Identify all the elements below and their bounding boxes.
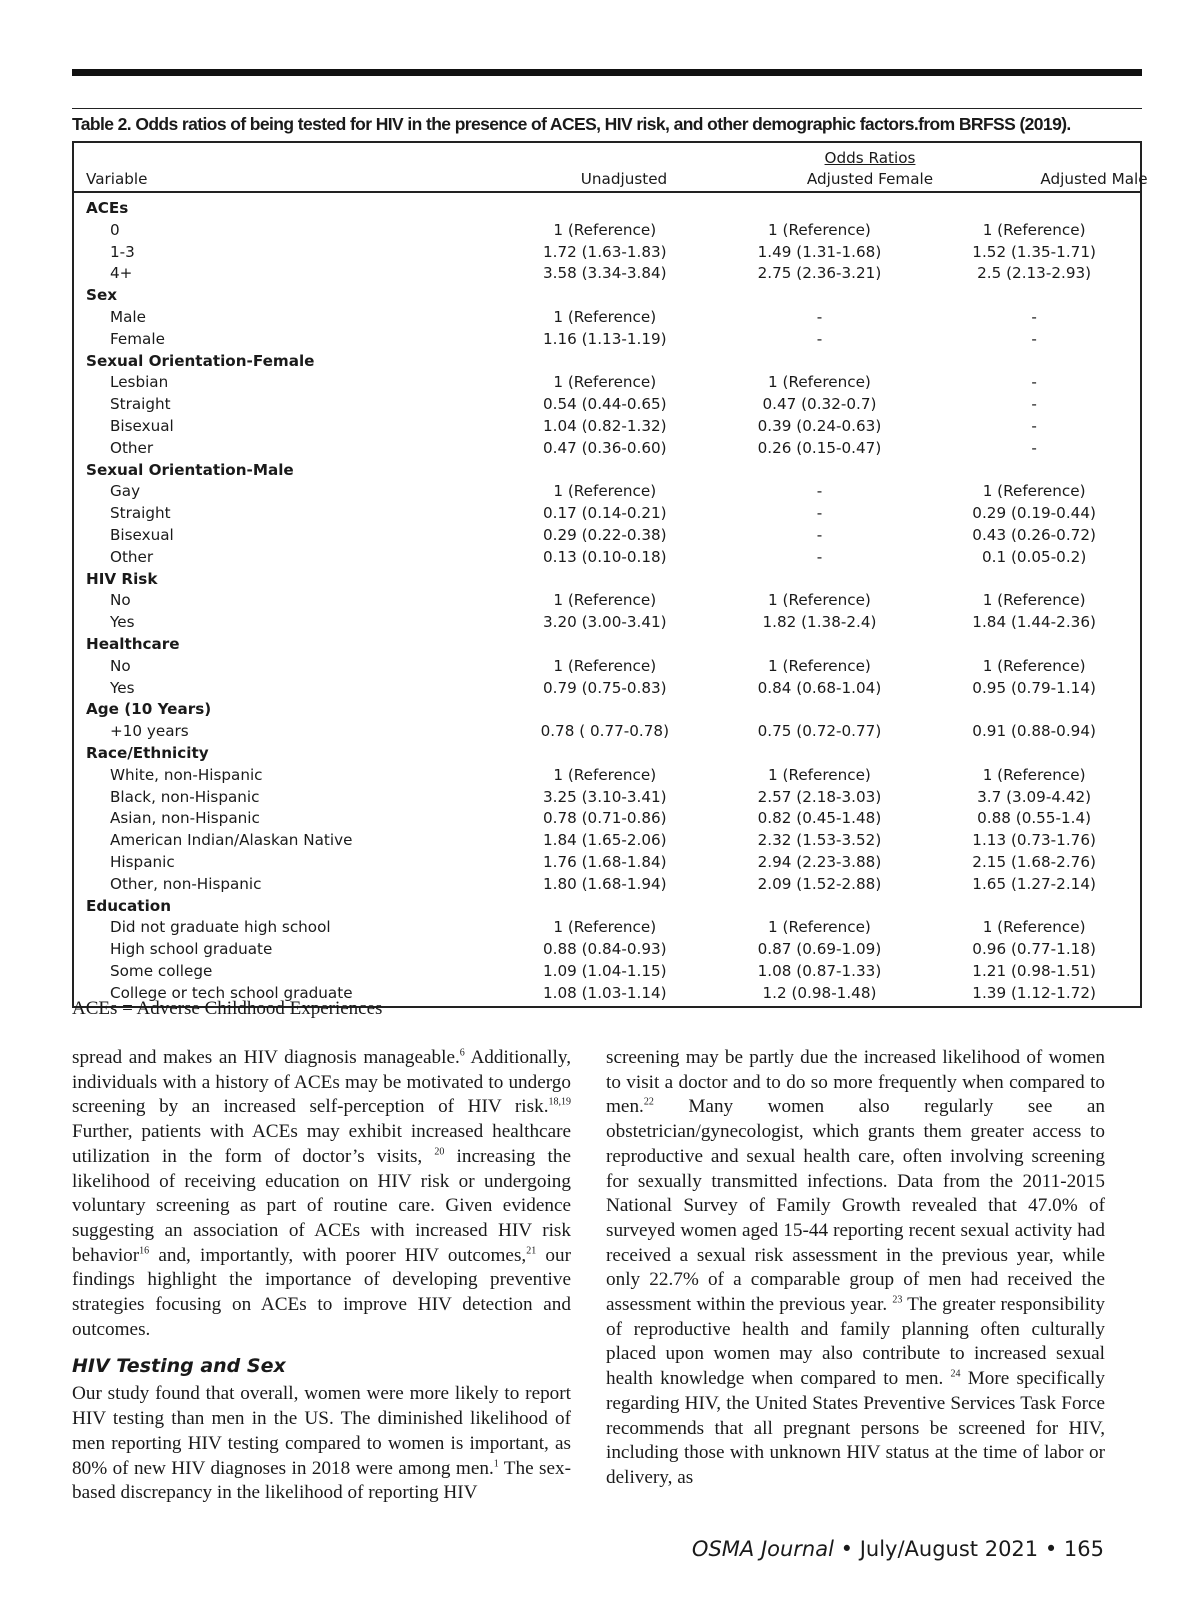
adjusted-male-value: 1 (Reference): [982, 591, 1086, 610]
adjusted-male-value: 0.95 (0.79-1.14): [972, 678, 1096, 697]
adjusted-male-value: 1.39 (1.12-1.72): [972, 983, 1096, 1002]
group-label: ACEs: [86, 199, 129, 217]
adjusted-female-value: 2.57 (2.18-3.03): [757, 787, 882, 806]
unadjusted-value: 1.76 (1.68-1.84): [542, 852, 667, 871]
row-label: White, non-Hispanic: [110, 765, 263, 784]
adjusted-male-value: 0.1 (0.05-0.2): [981, 547, 1087, 566]
adjusted-male-value: -: [1031, 416, 1037, 435]
adjusted-male-value: -: [1031, 307, 1037, 326]
table-box: [72, 141, 1148, 1008]
adjusted-female-value: 1 (Reference): [768, 591, 871, 610]
adjusted-female-value: 1.2 (0.98-1.48): [762, 983, 877, 1002]
journal-name: OSMA Journal: [691, 1537, 834, 1561]
page-footer: OSMA Journal • July/August 2021 • 165: [691, 1537, 1104, 1561]
adjusted-female-value: 0.87 (0.69-1.09): [757, 940, 882, 959]
table-row: [74, 525, 1140, 547]
adjusted-female-value: -: [816, 307, 823, 326]
adjusted-male-value: 0.88 (0.55-1.4): [977, 809, 1092, 828]
adjusted-male-value: [928, 634, 1140, 656]
row-label: College or tech school graduate: [110, 983, 353, 1002]
table-row: [74, 787, 1140, 809]
unadjusted-value: 1 (Reference): [553, 591, 657, 610]
row-label: 4+: [110, 264, 133, 283]
row-label: Other: [110, 438, 154, 457]
table-row: [74, 438, 1140, 460]
table-row: [74, 416, 1140, 438]
table-group-row: [74, 351, 1140, 373]
adjusted-female-value: 0.84 (0.68-1.04): [757, 678, 882, 697]
table-row: [74, 372, 1140, 394]
adjusted-male-value: -: [1031, 438, 1037, 457]
adjusted-female-value: [710, 634, 928, 656]
adjusted-male-value: 0.96 (0.77-1.18): [972, 940, 1096, 959]
row-label: Lesbian: [110, 373, 169, 392]
adjusted-female-value: 2.75 (2.36-3.21): [757, 264, 882, 283]
header-adjusted-male: Adjusted Male: [1040, 170, 1148, 188]
unadjusted-value: 1.04 (0.82-1.32): [542, 416, 667, 435]
adjusted-female-value: 0.26 (0.15-0.47): [757, 438, 882, 457]
adjusted-male-value: 0.91 (0.88-0.94): [972, 722, 1096, 741]
table-caption: Table 2. Odds ratios of being tested for HIV in the presence of ACES, HIV risk, and other demographic factors.from BRFSS (2019).: [72, 108, 1142, 141]
header-unadjusted: Unadjusted: [580, 170, 668, 188]
unadjusted-value: 1 (Reference): [553, 918, 657, 937]
section-heading: HIV Testing and Sex: [72, 1355, 286, 1378]
table-row: [74, 242, 1140, 264]
adjusted-male-value: 1.13 (0.73-1.76): [972, 831, 1096, 850]
unadjusted-value: [498, 569, 710, 591]
adjusted-male-value: [928, 569, 1140, 591]
adjusted-male-value: 1 (Reference): [982, 482, 1086, 501]
unadjusted-value: 1.09 (1.04-1.15): [542, 961, 667, 980]
unadjusted-value: 0.88 (0.84-0.93): [542, 940, 667, 959]
group-label: Education: [86, 896, 172, 915]
unadjusted-value: 0.29 (0.22-0.38): [542, 525, 667, 544]
row-label: Black, non-Hispanic: [110, 787, 260, 806]
adjusted-female-value: [710, 896, 928, 918]
adjusted-male-value: 1 (Reference): [982, 220, 1086, 239]
adjusted-female-value: 1.08 (0.87-1.33): [757, 961, 882, 980]
left-column: [72, 1046, 571, 1506]
adjusted-female-value: 1 (Reference): [768, 918, 871, 937]
table-row: [74, 678, 1140, 700]
row-label: Male: [110, 307, 146, 326]
unadjusted-value: 1.72 (1.63-1.83): [542, 242, 667, 261]
paragraph: Our study found that overall, women were more likely to report HIV testing than men in the US. The diminished likelihood of men reporting HIV testing compared to women is important, as 80% of new HIV diagnoses in 2018 were among men.$^1$ The sex-based discrepancy in the likelihood of reporting HIV: [72, 1383, 571, 1504]
table-group-row: [74, 743, 1140, 765]
group-label: Healthcare: [86, 634, 180, 653]
unadjusted-value: 1.80 (1.68-1.94): [542, 874, 667, 893]
unadjusted-value: 3.20 (3.00-3.41): [542, 613, 667, 632]
adjusted-male-value: [928, 896, 1140, 918]
unadjusted-value: [498, 460, 710, 482]
unadjusted-value: 1 (Reference): [553, 765, 657, 784]
table-row: [74, 590, 1140, 612]
row-label: Other, non-Hispanic: [110, 874, 262, 893]
adjusted-male-value: 1 (Reference): [982, 918, 1086, 937]
adjusted-male-value: 1 (Reference): [982, 765, 1086, 784]
table-row: [74, 830, 1140, 852]
unadjusted-value: 0.54 (0.44-0.65): [542, 395, 667, 414]
adjusted-female-value: -: [816, 482, 823, 501]
unadjusted-value: 1.08 (1.03-1.14): [542, 983, 667, 1002]
row-label: Bisexual: [110, 525, 174, 544]
unadjusted-value: [498, 634, 710, 656]
adjusted-female-value: [710, 569, 928, 591]
table-row: [74, 481, 1140, 503]
group-label: Sexual Orientation-Male: [86, 460, 294, 479]
row-label: +10 years: [110, 722, 189, 741]
adjusted-female-value: [710, 743, 928, 765]
unadjusted-value: [498, 699, 710, 721]
adjusted-female-value: 0.39 (0.24-0.63): [757, 416, 882, 435]
row-label: 0: [110, 220, 120, 239]
adjusted-male-value: [928, 351, 1140, 373]
unadjusted-value: [498, 743, 710, 765]
row-label: No: [110, 591, 131, 610]
right-column: [606, 1046, 1105, 1491]
adjusted-male-value: 1.65 (1.27-2.14): [972, 874, 1096, 893]
row-label: High school graduate: [110, 940, 273, 959]
unadjusted-value: [498, 198, 710, 220]
row-label: Asian, non-Hispanic: [110, 809, 260, 828]
header-adjusted-female: Adjusted Female: [806, 170, 934, 188]
table-footnote: ACEs = Adverse Childhood Experiences: [72, 998, 383, 1019]
adjusted-female-value: 2.94 (2.23-3.88): [757, 852, 882, 871]
group-label: HIV Risk: [86, 569, 158, 588]
table-group-row: [74, 896, 1140, 918]
adjusted-female-value: [710, 198, 928, 220]
adjusted-male-value: 2.5 (2.13-2.93): [977, 264, 1092, 283]
unadjusted-value: 0.17 (0.14-0.21): [542, 504, 667, 523]
unadjusted-value: [498, 896, 710, 918]
adjusted-female-value: 1 (Reference): [768, 220, 871, 239]
table-row: [74, 721, 1140, 743]
row-label: Bisexual: [110, 416, 174, 435]
unadjusted-value: 1 (Reference): [553, 307, 657, 326]
table-row: [74, 263, 1140, 285]
unadjusted-value: 1 (Reference): [553, 220, 657, 239]
adjusted-male-value: 2.15 (1.68-2.76): [972, 852, 1096, 871]
row-label: Straight: [110, 395, 171, 414]
adjusted-male-value: 0.29 (0.19-0.44): [972, 504, 1096, 523]
adjusted-female-value: -: [816, 547, 823, 566]
adjusted-male-value: [928, 743, 1140, 765]
adjusted-male-value: -: [1031, 395, 1037, 414]
adjusted-female-value: [710, 285, 928, 307]
unadjusted-value: 1.84 (1.65-2.06): [542, 831, 667, 850]
table-row: [74, 874, 1140, 896]
unadjusted-value: [498, 351, 710, 373]
row-label: Other: [110, 547, 154, 566]
row-label: Did not graduate high school: [110, 918, 331, 937]
row-label: Straight: [110, 504, 171, 523]
table-row: [74, 852, 1140, 874]
group-label: Sexual Orientation-Female: [86, 351, 315, 370]
paragraph: screening may be partly due the increased likelihood of women to visit a doctor and to do so more frequently when compared to men.$^{22}$ Many women also regularly see an obstetrician/gynecologist, which grants them greater access to reproductive and sexual health care, often involving screening for sexually transmitted infections. Data from the 2011-2015 National Survey of Family Growth revealed that 47.0% of surveyed women aged 15-44 reporting recent sexual activity had received a sexual risk assessment in the previous year, while only 22.7% of a comparable group of men had received the assessment within the previous year. $^{23}$ The greater responsibility of reproductive health and family planning often culturally placed upon women may also contribute to increased sexual health knowledge when compared to men. $^{24}$ More specifically regarding HIV, the United States Preventive Services Task Force recommends that all pregnant persons be screened for HIV, including those with unknown HIV status at the time of labor or delivery, as: [606, 1047, 1106, 1488]
unadjusted-value: 1 (Reference): [553, 482, 657, 501]
table-header: [74, 143, 1148, 193]
table-row: [74, 961, 1140, 983]
paragraph: spread and makes an HIV diagnosis manageable.$^6$ Additionally, individuals with a history of ACEs may be motivated to undergo screening by an increased self-perception of HIV risk.$^{18,19}$ Further, patients with ACEs may exhibit increased healthcare utilization in the form of doctor’s visits, $^{20}$ increasing the likelihood of receiving education on HIV risk or undergoing voluntary screening as part of routine care. Given evidence suggesting an association of ACEs with increased HIV risk behavior$^{16}$ and, importantly, with poorer HIV outcomes,$^{21}$ our findings highlight the importance of developing preventive strategies focusing on ACEs to improve HIV detection and outcomes.: [72, 1047, 571, 1340]
unadjusted-value: 0.79 (0.75-0.83): [542, 678, 667, 697]
unadjusted-value: 3.58 (3.34-3.84): [542, 264, 667, 283]
table-row: [74, 656, 1140, 678]
adjusted-male-value: [928, 198, 1140, 220]
top-rule: [72, 69, 1142, 76]
header-odds-ratios: Odds Ratios: [824, 149, 916, 167]
table-row: [74, 329, 1140, 351]
table-row: [74, 808, 1140, 830]
group-label: Age (10 Years): [86, 700, 212, 719]
unadjusted-value: 3.25 (3.10-3.41): [542, 787, 667, 806]
row-label: No: [110, 656, 131, 675]
unadjusted-value: [498, 285, 710, 307]
adjusted-male-value: -: [1031, 329, 1037, 348]
unadjusted-value: 0.47 (0.36-0.60): [542, 438, 667, 457]
unadjusted-value: 1.16 (1.13-1.19): [542, 329, 667, 348]
table-row: [74, 612, 1140, 634]
unadjusted-value: 0.78 (0.71-0.86): [542, 809, 667, 828]
adjusted-male-value: [928, 699, 1140, 721]
table-row: [74, 547, 1140, 569]
adjusted-female-value: [710, 460, 928, 482]
row-label: Hispanic: [110, 852, 175, 871]
adjusted-female-value: 0.75 (0.72-0.77): [757, 722, 882, 741]
table-row: [74, 765, 1140, 787]
adjusted-female-value: -: [816, 329, 823, 348]
adjusted-male-value: 0.43 (0.26-0.72): [972, 525, 1096, 544]
table-group-row: [74, 569, 1140, 591]
table-body: [74, 193, 1140, 1006]
table-row: [74, 394, 1140, 416]
table-row: [74, 503, 1140, 525]
adjusted-female-value: 1.49 (1.31-1.68): [757, 242, 882, 261]
odds-ratio-table: [72, 108, 1148, 1008]
adjusted-female-value: -: [816, 504, 823, 523]
table-row: [74, 939, 1140, 961]
adjusted-male-value: 1.52 (1.35-1.71): [972, 242, 1096, 261]
adjusted-female-value: 1 (Reference): [768, 373, 871, 392]
adjusted-male-value: 1 (Reference): [982, 656, 1086, 675]
page-number: 165: [1063, 1537, 1104, 1561]
table-group-row: [74, 634, 1140, 656]
adjusted-female-value: 2.09 (1.52-2.88): [757, 874, 882, 893]
row-label: American Indian/Alaskan Native: [110, 831, 353, 850]
header-variable: Variable: [86, 170, 148, 188]
adjusted-male-value: 1.21 (0.98-1.51): [972, 961, 1096, 980]
unadjusted-value: 1 (Reference): [553, 656, 657, 675]
table-group-row: [74, 460, 1140, 482]
table-row: [74, 220, 1140, 242]
row-label: Some college: [110, 961, 213, 980]
adjusted-female-value: 1.82 (1.38-2.4): [762, 613, 877, 632]
unadjusted-value: 0.13 (0.10-0.18): [542, 547, 667, 566]
adjusted-female-value: [710, 699, 928, 721]
row-label: Gay: [110, 482, 141, 501]
adjusted-male-value: 1.84 (1.44-2.36): [972, 613, 1096, 632]
adjusted-female-value: 2.32 (1.53-3.52): [757, 831, 882, 850]
row-label: 1-3: [110, 242, 135, 261]
table-group-row: [74, 699, 1140, 721]
unadjusted-value: 1 (Reference): [553, 373, 657, 392]
adjusted-female-value: 0.82 (0.45-1.48): [757, 809, 882, 828]
unadjusted-value: 0.78 ( 0.77-0.78): [540, 722, 669, 741]
group-label: Sex: [86, 286, 118, 305]
row-label: Yes: [110, 678, 135, 697]
row-label: Female: [110, 329, 165, 348]
adjusted-male-value: [928, 285, 1140, 307]
table-row: [74, 307, 1140, 329]
adjusted-female-value: [710, 351, 928, 373]
adjusted-male-value: -: [1031, 373, 1037, 392]
adjusted-female-value: 1 (Reference): [768, 765, 871, 784]
table-group-row: [74, 285, 1140, 307]
adjusted-male-value: 3.7 (3.09-4.42): [977, 787, 1092, 806]
adjusted-male-value: [928, 460, 1140, 482]
table-group-row: [74, 198, 1140, 220]
table-row: [74, 917, 1140, 939]
group-label: Race/Ethnicity: [86, 743, 209, 762]
adjusted-female-value: 0.47 (0.32-0.7): [762, 395, 877, 414]
issue-date: July/August 2021: [859, 1537, 1039, 1561]
adjusted-female-value: -: [816, 525, 823, 544]
row-label: Yes: [110, 613, 135, 632]
adjusted-female-value: 1 (Reference): [768, 656, 871, 675]
